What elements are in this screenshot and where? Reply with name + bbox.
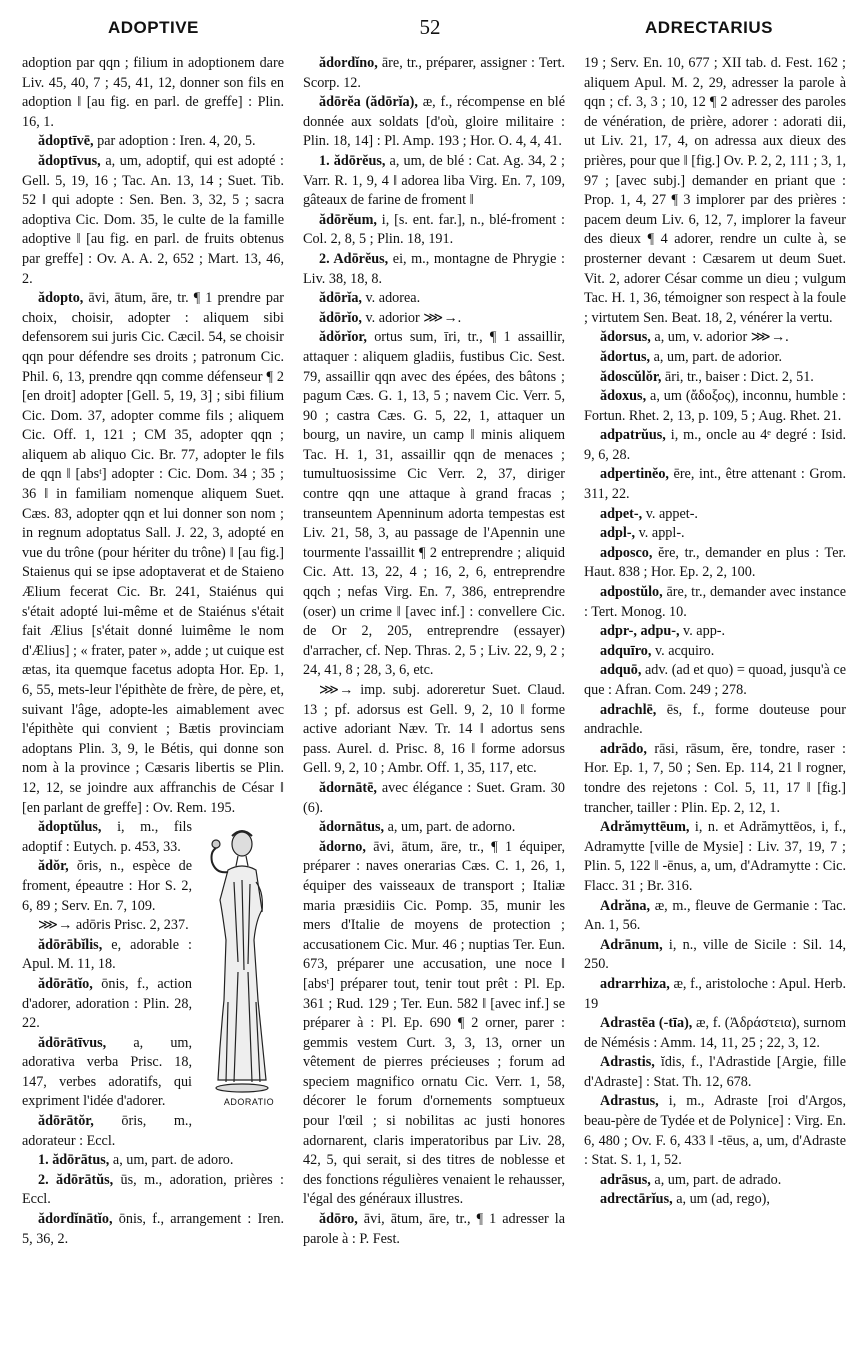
dictionary-entry [303,250,565,289]
headword: adpr-, adpu-, [600,623,680,640]
headword: ădoptīvus, [38,152,101,169]
headword: ădornātē, [319,779,377,796]
headword: ădōrātīvus, [38,1034,107,1051]
entry-text: rāsi, rāsum, ĕre, tondre, raser : Hor. Ep. 1, 7, 50 ; Sen. Ep. 114, 21 ‖ rogner, tondre des rejetons : Col. 5, 11, 17 ‖ [fig.] trancher, tailler : Plin. Ep. 2, 12, 1. [584,740,846,816]
entry-text: e, adorable : Apul. M. 11, 18. [22,936,192,973]
dictionary-entry [584,505,846,525]
dictionary-entry [303,309,565,329]
entry-text: v. acquiro. [651,642,715,659]
dictionary-entry [303,818,565,838]
dictionary-entry [584,897,846,936]
entry-text: āri, tr., baiser : Dict. 2, 51. [661,368,814,385]
entry-text: ūs, m., adoration, prières : Eccl. [22,1171,284,1208]
dictionary-entry [584,1190,846,1210]
running-head-right: ADRECTARIUS [645,18,773,37]
headword: ădortus, [600,348,651,365]
dictionary-entry [584,387,846,426]
column-3 [584,54,846,1359]
dictionary-entry [584,524,846,544]
headword: ădoxus, [600,388,647,405]
dictionary-entry [22,289,284,818]
entry-text: v. appl-. [635,525,685,542]
column-2 [303,54,565,1359]
dictionary-entry [584,368,846,388]
headword: ădōrĕum, [319,211,377,228]
entry-text: ōris, m., adorateur : Eccl. [22,1113,192,1149]
entry-text: ⋙→ adōris Prisc. 2, 237. [38,917,189,934]
headword: adpl-, [600,525,636,542]
entry-text: ĕre, tr., demander en plus : Ter. Haut. 838 ; Hor. Ep. 2, 2, 100. [584,544,846,581]
entry-text: āvi, ātum, āre, tr. ¶ 1 prendre par choix, choisir, adopter : aliquem sibi defensorem sui juris Cic. Cæcil. 54, se choisir qqn pour défendre ses droits ; patronum Cic. Phil. 6, 13, prendre qqn comme défenseur ¶ 2 [en droit] adopter [Gell. 5, 19, 3] ; sibi filium Cic. Dom. 37, adopter comme fils ; aliquem Cic. Off. 1, 121 ; CM 35, adopter qqn ; aliquem ab aliquo Cic. Br. 77, adopter le fils de qqn ‖ [absᵗ] adopter : Cic. Dom. 34 ; 35 ; 36 ‖ in familiam nomenque aliquem Suet. Cæs. 83, adopter qqn et lui donner son nom ; in regnum adoptatus Sall. J. 22, 3, adopté en vue du trône (pour hériter du trône) ‖ [au fig.] Staienus qui se ipse adoptaverat et de Staieno Ælium fecerat Cic. Br. 241, Staiénus qui s'était adopté lui-même et de Staiénus s'était fait Ælius [s'était donné luimême le nom d'Ælius] ; « frater, pater », adde ; ut cuique est ætas, ita quemque facetus adopta Hor. Ep. 1, 6, 55, mets-leur l'épithète de frère, de père, et, suivant l'âge, adopte-les aimablement avec l'épithète qui convient ; Bætis provinciam adoptans Plin. 3, 9, le Bétis, qui donne son nom à la province ; Cæsaris libertis se Plin. 12, 12, se joindre aux affranchis de César ‖ [en parlant de greffe] : Ov. Rem. 195. [22,290,284,816]
headword: adposco, [600,544,653,561]
entry-text: v. adorea. [361,290,421,307]
dictionary-entry [584,54,846,328]
entry-text: āre, tr., demander avec instance : Tert. Monog. 10. [584,584,846,620]
column-1 [22,54,284,1359]
entry-text: ŏris, n., espèce de froment, épeautre : Hor S. 2, 6, 89 ; Serv. En. 7, 109. [22,858,192,914]
adoratio-illustration [198,822,284,1112]
dictionary-entry [22,1112,284,1151]
entry-text: i, m., fils adoptif : Eutych. p. 453, 33. [22,819,192,855]
dictionary-entry [22,152,284,289]
entry-text: āvi, ātum, āre, tr., ¶ 1 équiper, préparer : naves onerarias Cæs. C. 1, 26, 1, équiper des vaisseaux de transport ; Italiæ maria præsidiis Cic. Pomp. 35, munir les mers d'Italie de moyens de protection ; accusationem Cic. Mur. 46 ; nuptias Ter. Eun. 673, préparer une accusation, une noce ‖ [absᵗ] préparer tout, tenir tout prêt : Pl. Ep. 361 ; Rud. 129 ; Ter. Eun. 582 ‖ [avec inf.] se préparer à : Pl. Ep. 690 ¶ 2 orner, parer : gemmis vestem Curt. 3, 3, 13, orner un vêtement de pierres précieuses ; forum ad speciem magnifico ornatu Cic. Verr. 1, 58, décorer le forum d'ornements somptueux pour l'œil ; si nobilitas ac justi honores adornarent, claris imperatoribus par Liv. 28, 42, 5, qui serait, si des titres de noblesse et des fonctions régulières venaient le rehausser, l'égal des généraux illustres. [303,838,565,1208]
entry-text: a, um, adoptif, qui est adopté : Gell. 5, 19, 16 ; Tac. An. 13, 14 ; Suet. Tib. 52 ‖ qui adopte : Sen. Ben. 3, 32, 5 ; sacra adoptiva Cic. Dom. 35, le culte de la famille adoptive ‖ [au fig. en parl. de fruits obtenus par greffe] : Ov. A. A. 2, 652 ; Mart. 13, 46, 2. [22,152,284,287]
entry-text: a, um, part. de adorior. [650,348,783,365]
entry-text: ⋙→ imp. subj. adoreretur Suet. Claud. 13 ; pf. adorsus est Gell. 9, 2, 10 ‖ forme active adoriant Næv. Tr. 14 ‖ adortus sens pass. Aurel. d. Prisc. 8, 16 ‖ forme adorsus Gell. 9, 2, 10 ; Ambr. Off. 1, 35, 117, etc. [303,682,565,777]
dictionary-entry [303,289,565,309]
entry-text: āvi, ātum, āre, tr., ¶ 1 adresser la parole à : P. Fest. [303,1211,565,1247]
dictionary-entry [584,975,846,1014]
entry-text: ēs, f., forme douteuse pour andrachle. [584,701,846,738]
entry-text: avec élégance : Suet. Gram. 30 (6). [303,779,565,816]
dictionary-entry [584,661,846,700]
dictionary-entry [584,642,846,662]
entry-text: adoption par qqn ; filium in adoptionem dare Liv. 45, 40, 7 ; 45, 41, 12, donner son fils en adoption ‖ [au fig. en parl. de greffe] : Plin. 16, 1. [22,55,284,130]
dictionary-entry [584,1014,846,1053]
headword: ădōrĕa (ădōrĭa), [319,94,418,111]
headword: ădordĭnātĭo, [38,1211,113,1228]
headword: 2. Adōrĕus, [319,250,389,267]
dictionary-entry [584,426,846,465]
entry-text: ōnis, f., action d'adorer, adoration : Plin. 28, 22. [22,975,192,1032]
headword: Adrānum, [600,936,663,953]
headword: ădōrĭa, [319,290,362,307]
entry-text: i, m., Adraste [roi d'Argos, beau-père de Tydée et de Polynice] : Virg. En. 6, 480 ; Ov. F. 6, 433 ‖ -tēus, a, um, d'Adraste : Stat. S. 1, 1, 52. [584,1093,846,1169]
headword: adpostŭlo, [600,584,663,601]
entry-text: i, m., oncle au 4ᵉ degré : Isid. 9, 6, 28. [584,427,846,463]
headword: ădŏrĭor, [319,329,367,346]
dictionary-entry [303,152,565,211]
headword: ădordĭno, [319,55,378,71]
entry-text: v. app-. [679,623,726,640]
entry-text: ōnis, f., arrangement : Iren. 5, 36, 2. [22,1211,284,1247]
dictionary-entry [303,54,565,93]
headword: adquīro, [600,642,652,659]
headword: Adrastēa (-tīa), [600,1015,693,1032]
entry-text: ortus sum, īri, tr., ¶ 1 assaillir, attaquer : aliquem gladiis, fustibus Cic. Sest. 79, assaillir qqn avec des épées, des bâtons ; pagum Cæs. G. 1, 13, 5 ; navem Cic. Verr. 5, 90 ; castra Cæs. G. 5, 22, 1, attaquer un bourg, un navire, un camp ‖ minis aliquem Tac. H. 1, 31, assaillir qqn de menaces ; tumultuosissime Cic Verr. 2, 37, diriger contre qqn une attaque à grand fracas ; transeuntem Apenninum adorta tempestas est Liv. 21, 58, 3, au passage de l'Apennin une tourmente l'assaillit ¶ 2 entreprendre ; aliquid Cic. Att. 13, 22, 4 ; 16, 2, 6, entreprendre qqch ; nefas Virg. En. 7, 386, entreprendre (oser) un crime ‖ [avec inf.] : convellere Cic. de Or 2, 205, entreprendre (essayer) d'arracher, cf. Nep. Thras. 2, 5 ; Liv. 22, 9, 2 ; 24, 41, 8 ; 28, 3, 6, etc. [303,329,565,679]
dictionary-entry [584,818,846,896]
adoratio-figure-image [198,822,284,1094]
dictionary-entry [22,54,284,132]
headword: adpatrŭus, [600,427,666,444]
headword: adpet-, [600,505,643,522]
headword: ădŏr, [38,858,69,875]
headword: ădōrātŏr, [38,1113,94,1130]
headword: Adrastus, [600,1093,659,1110]
dictionary-entry [303,838,565,1210]
dictionary-entry [584,936,846,975]
headword: 2. ădōrātŭs, [38,1171,114,1188]
headword: adquō, [600,662,642,679]
dictionary-entry [303,328,565,681]
headword: 1. ădōrĕus, [319,152,386,169]
headword: adrāsus, [600,1171,651,1188]
headword: 1. ădōrātus, [38,1152,110,1169]
dictionary-entry [584,328,846,348]
dictionary-entry [303,211,565,250]
illustration-caption: ADORATIO [223,1096,275,1107]
entry-text: i, [s. ent. far.], n., blé-froment : Col. 2, 8, 5 ; Plin. 18, 191. [303,211,565,248]
headword: Adrastis, [600,1054,655,1071]
headword: ădoscŭlŏr, [600,368,662,385]
headword: Adrăna, [600,897,651,914]
entry-text: a, um, part. de adoro. [109,1152,234,1169]
headword: ădōrābĭlis, [38,936,103,953]
page-number: 52 [419,15,441,39]
dictionary-entry [584,544,846,583]
entry-text: æ, f. (Ἀδράστεια), surnom de Némésis : Amm. 14, 11, 25 ; 22, 3, 12. [584,1015,846,1051]
headword: ădopto, [38,290,84,307]
dictionary-entry [584,583,846,622]
headword: ădoptīvē, [38,133,94,150]
entry-text: 19 ; Serv. En. 10, 677 ; XII tab. d. Fest. 162 ; aliquem Apul. M. 2, 29, adresser la parole à qqn ; cf. 3, 3 ; 10, 12 ¶ 2 adresser des paroles de vénération, de prière, adorer : adorati dii, ut Liv. 21, 17, 4, on adressa aux dieux des prières, pour que ‖ [fig.] Ov. P. 2, 2, 111 ; 3, 1, 97 ; [avec subj.] demander en priant que : Prop. 1, 4, 27 ¶ 3 implorer par des prières : pacem deum Liv. 6, 12, 7, implorer la faveur des dieux ¶ 4 adorer, rendre un culte à, se prosterner devant : Cæsarem ut deum Suet. Vit. 2, adorer César comme un dieu ; vulgum Tac. H. 1, 36, témoigner son respect à la foule ; virtutem Sen. Beat. 18, 2, vénérer la vertu. [584,55,846,326]
entry-text: a, um (ἄδοξος), inconnu, humble : Fortun. Rhet. 2, 13, p. 109, 5 ; Aug. Rhet. 21. [584,388,846,424]
dictionary-entry [584,740,846,818]
headword: adrarrhiza, [600,975,670,992]
headword: ădornātus, [319,819,385,836]
entry-text: adv. (ad et quo) = quoad, jusqu'à ce que : Afran. Com. 249 ; 278. [584,662,846,698]
entry-text: a, um, part. de adrado. [650,1171,782,1188]
entry-text: v. appet-. [642,505,698,522]
entry-text: ēre, int., être attenant : Grom. 311, 22. [584,466,846,503]
entry-text: æ, f., récompense en blé donnée aux soldats [d'où, gloire militaire : Plin. 18, 14] : Pl. Amp. 193 ; Hor. O. 4, 4, 41. [303,94,565,150]
entry-text: a, um, part. de adorno. [384,819,516,836]
dictionary-entry [584,701,846,740]
entry-text: a, um, de blé : Cat. Ag. 34, 2 ; Varr. R. 1, 9, 4 ‖ adorea liba Virg. En. 7, 109, gâteaux de farine de froment ‖ [303,152,565,209]
entry-text: a, um, adorativa verba Prisc. 18, 147, verbes adoratifs, qui expriment l'idée d'adorer. [22,1034,192,1110]
dictionary-entry [584,1171,846,1191]
headword: ădōro, [319,1211,358,1228]
dictionary-entry [22,1171,284,1210]
entry-text: ei, m., montagne de Phrygie : Liv. 38, 18, 8. [303,250,565,287]
headword: ădorsus, [600,329,651,346]
entry-text: æ, f., aristoloche : Apul. Herb. 19 [584,975,846,1012]
headword: ădoptŭlus, [38,819,102,836]
entry-text: āre, tr., préparer, assigner : Tert. Scorp. 12. [303,55,565,91]
entry-text: æ, m., fleuve de Germanie : Tac. An. 1, 56. [584,897,846,934]
entry-text: v. adorior ⋙→. [361,309,462,326]
headword: ădōrĭo, [319,309,362,326]
dictionary-entry [303,1210,565,1249]
dictionary-entry [584,622,846,642]
dictionary-entry [303,93,565,152]
entry-text: par adoption : Iren. 4, 20, 5. [93,133,256,150]
dictionary-entry [584,348,846,368]
running-head [0,0,858,48]
headword: adpertinĕo, [600,466,669,483]
dictionary-entry [584,465,846,504]
dictionary-entry [22,1210,284,1249]
dictionary-entry [584,1092,846,1170]
dictionary-entry [22,132,284,152]
entry-text: ĭdis, f., l'Adrastide [Argie, fille d'Adraste] : Stat. Th. 12, 678. [584,1054,846,1090]
dictionary-entry [303,681,565,779]
running-head-left: ADOPTIVE [108,18,199,37]
entry-text: a, um (ad, rego), [672,1191,770,1208]
dictionary-entry [584,1053,846,1092]
headword: adrectārĭus, [600,1191,673,1208]
headword: adrachlē, [600,701,657,718]
dictionary-entry [303,779,565,818]
headword: ădorno, [319,838,366,855]
headword: adrādo, [600,740,647,757]
entry-text: i, n. et Adrămyttēos, i, f., Adramytte [ville de Mysie] : Liv. 37, 19, 7 ; Plin. 5, 122 ‖ -ēnus, a, um, d'Adramytte : Cic. Flacc. 31 ; Br. 316. [584,819,846,894]
headword: ădōrātĭo, [38,975,93,992]
entry-text: a, um, v. adorior ⋙→. [650,329,789,346]
headword: Adrămyttēum, [600,819,690,836]
entry-text: i, n., ville de Sicile : Sil. 14, 250. [584,936,846,973]
dictionary-entry [22,1151,284,1171]
